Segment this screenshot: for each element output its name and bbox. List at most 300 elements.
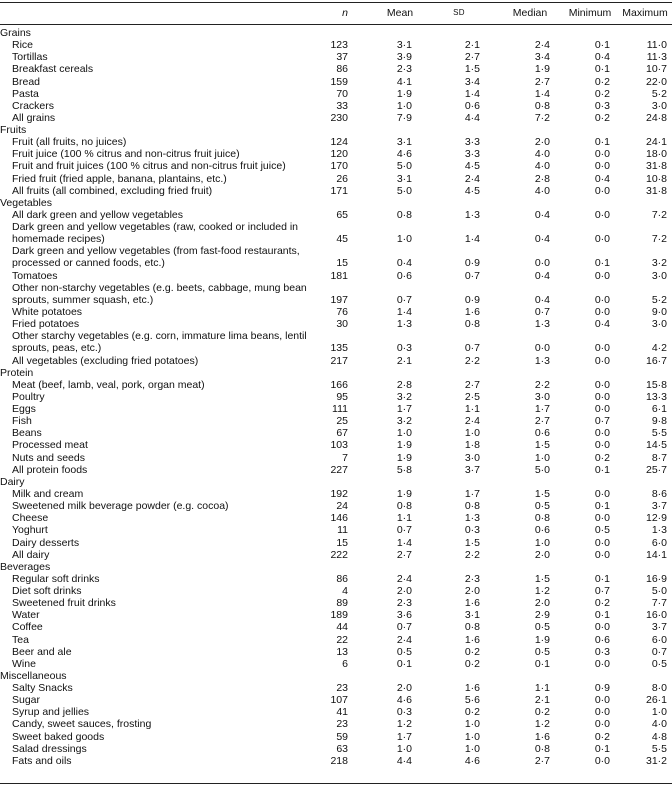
cell-median: 1·5 <box>534 572 550 585</box>
cell-median: 3·0 <box>534 390 550 403</box>
table-row <box>0 88 672 100</box>
row-label: Water <box>12 609 40 622</box>
cell-min: 0·1 <box>594 136 610 149</box>
header-mean: Mean <box>386 7 414 19</box>
cell-mean: 1·9 <box>396 439 412 452</box>
table-row <box>0 209 672 221</box>
category-row <box>0 561 672 573</box>
row-label: Rice <box>12 39 34 52</box>
cell-mean: 1·4 <box>396 306 412 318</box>
table-row <box>0 51 672 63</box>
cell-sd: 1·3 <box>464 208 480 221</box>
cell-mean: 3·6 <box>396 609 412 622</box>
cell-max: 7·2 <box>651 208 667 221</box>
cell-median: 0·0 <box>534 257 550 270</box>
row-label: Beer and ale <box>12 645 72 658</box>
cell-max: 31·8 <box>645 160 667 173</box>
category-label: Miscellaneous <box>0 669 67 682</box>
cell-sd: 2·4 <box>464 172 480 185</box>
cell-sd: 3·3 <box>464 148 480 161</box>
row-label: Tortillas <box>12 51 48 64</box>
cell-median: 5·0 <box>534 463 550 476</box>
header-minimum: Minimum <box>568 7 612 19</box>
cell-min: 0·0 <box>594 754 610 767</box>
cell-mean: 4·1 <box>396 75 412 88</box>
category-row <box>0 476 672 488</box>
cell-min: 0·5 <box>594 524 610 537</box>
cell-mean: 1·0 <box>396 427 412 440</box>
cell-median: 0·8 <box>534 99 550 112</box>
row-label: Fish <box>12 415 32 428</box>
row-label: Candy, sweet sauces, frosting <box>12 718 152 731</box>
cell-min: 0·9 <box>594 682 610 694</box>
cell-max: 7·2 <box>651 233 667 246</box>
cell-sd: 1·3 <box>464 512 480 525</box>
cell-max: 16·0 <box>645 609 667 622</box>
cell-n: 44 <box>336 621 348 634</box>
cell-min: 0·0 <box>594 378 610 391</box>
cell-mean: 0·8 <box>396 208 412 221</box>
table-row <box>0 379 672 391</box>
cell-n: 65 <box>336 208 348 221</box>
cell-sd: 5·6 <box>464 694 480 707</box>
cell-sd: 0·2 <box>464 657 480 670</box>
cell-min: 0·2 <box>594 730 610 743</box>
cell-median: 1·6 <box>534 730 550 743</box>
cell-median: 0·5 <box>534 621 550 634</box>
cell-sd: 3·0 <box>464 451 480 464</box>
row-label: Eggs <box>12 403 36 415</box>
cell-max: 16·9 <box>645 572 667 585</box>
cell-min: 0·0 <box>594 208 610 221</box>
cell-median: 2·4 <box>534 39 550 52</box>
cell-n: 230 <box>330 111 348 124</box>
cell-max: 6·1 <box>651 403 667 415</box>
row-label: Tomatoes <box>12 269 58 282</box>
row-label: Dark green and yellow vegetables (from fast-food restaurants, processed or canned foods, etc.) <box>12 245 300 270</box>
cell-mean: 0·4 <box>396 257 412 270</box>
cell-max: 3·2 <box>651 257 667 270</box>
cell-max: 9·8 <box>651 415 667 428</box>
category-row <box>0 124 672 136</box>
cell-sd: 1·0 <box>464 730 480 743</box>
table-row <box>0 597 672 609</box>
cell-n: 197 <box>330 293 348 306</box>
cell-median: 1·5 <box>534 439 550 452</box>
row-label: All fruits (all combined, excluding fried fruit) <box>12 184 213 197</box>
cell-min: 0·0 <box>594 269 610 282</box>
cell-max: 0·5 <box>651 657 667 670</box>
category-label: Grains <box>0 27 31 39</box>
cell-max: 7·7 <box>651 597 667 610</box>
cell-max: 8·0 <box>651 682 667 694</box>
cell-mean: 1·3 <box>396 318 412 331</box>
cell-max: 3·0 <box>651 318 667 331</box>
cell-max: 3·7 <box>651 500 667 513</box>
cell-mean: 5·0 <box>396 160 412 173</box>
cell-sd: 0·2 <box>464 645 480 658</box>
row-label: Fruit juice (100 % citrus and non-citrus fruit juice) <box>12 148 240 161</box>
cell-sd: 3·7 <box>464 463 480 476</box>
row-label: Coffee <box>12 621 43 634</box>
cell-mean: 1·7 <box>396 730 412 743</box>
cell-max: 26·1 <box>645 694 667 707</box>
cell-min: 0·2 <box>594 111 610 124</box>
cell-sd: 1·6 <box>464 682 480 694</box>
cell-max: 1·3 <box>651 524 667 537</box>
cell-n: 123 <box>330 39 348 52</box>
row-label: Sweetened milk beverage powder (e.g. cocoa) <box>12 500 229 513</box>
cell-n: 26 <box>336 172 348 185</box>
row-label: Syrup and jellies <box>12 706 90 719</box>
table-row <box>0 270 672 282</box>
cell-sd: 1·4 <box>464 87 480 100</box>
cell-sd: 1·5 <box>464 63 480 76</box>
row-label: Pasta <box>12 87 39 100</box>
cell-sd: 4·5 <box>464 184 480 197</box>
cell-max: 15·8 <box>645 378 667 391</box>
cell-min: 0·6 <box>594 633 610 646</box>
cell-max: 14·5 <box>645 439 667 452</box>
cell-median: 0·8 <box>534 512 550 525</box>
table-row <box>0 452 672 464</box>
cell-n: 135 <box>330 342 348 355</box>
table-row <box>0 658 672 670</box>
cell-min: 0·0 <box>594 621 610 634</box>
row-label: All grains <box>12 111 56 124</box>
table-row <box>0 221 672 245</box>
cell-min: 0·3 <box>594 99 610 112</box>
cell-min: 0·0 <box>594 548 610 561</box>
row-label: Other non-starchy vegetables (e.g. beets, cabbage, mung bean sprouts, summer squash, etc.) <box>12 281 307 306</box>
top-rule <box>0 2 672 3</box>
row-label: Cheese <box>12 512 49 525</box>
cell-mean: 3·9 <box>396 51 412 64</box>
cell-mean: 0·7 <box>396 524 412 537</box>
cell-n: 217 <box>330 354 348 367</box>
cell-max: 3·0 <box>651 99 667 112</box>
cell-n: 67 <box>336 427 348 440</box>
cell-sd: 4·5 <box>464 160 480 173</box>
cell-min: 0·0 <box>594 390 610 403</box>
cell-mean: 3·1 <box>396 39 412 52</box>
cell-n: 189 <box>330 609 348 622</box>
cell-median: 7·2 <box>534 111 550 124</box>
row-label: Meat (beef, lamb, veal, pork, organ meat) <box>12 378 205 391</box>
cell-mean: 2·4 <box>396 572 412 585</box>
cell-max: 12·9 <box>645 512 667 525</box>
cell-n: 124 <box>330 136 348 149</box>
row-label: Fruit and fruit juices (100 % citrus and non-citrus fruit juice) <box>12 160 286 173</box>
cell-min: 0·0 <box>594 184 610 197</box>
cell-max: 8·7 <box>651 451 667 464</box>
table-row <box>0 403 672 415</box>
table-row <box>0 306 672 318</box>
row-label: Fats and oils <box>12 754 72 767</box>
cell-min: 0·1 <box>594 39 610 52</box>
cell-median: 1·0 <box>534 451 550 464</box>
cell-min: 0·1 <box>594 463 610 476</box>
cell-sd: 0·8 <box>464 500 480 513</box>
cell-min: 0·3 <box>594 645 610 658</box>
cell-sd: 0·8 <box>464 318 480 331</box>
cell-median: 0·1 <box>534 657 550 670</box>
row-label: Poultry <box>12 390 45 403</box>
cell-median: 2·9 <box>534 609 550 622</box>
cell-sd: 2·7 <box>464 378 480 391</box>
table-row <box>0 621 672 633</box>
bottom-rule <box>0 783 672 784</box>
cell-sd: 1·6 <box>464 633 480 646</box>
cell-sd: 4·6 <box>464 754 480 767</box>
category-row <box>0 670 672 682</box>
category-row <box>0 27 672 39</box>
cell-min: 0·0 <box>594 148 610 161</box>
cell-n: 7 <box>342 451 348 464</box>
cell-mean: 3·1 <box>396 136 412 149</box>
cell-median: 1·9 <box>534 63 550 76</box>
cell-median: 0·5 <box>534 645 550 658</box>
cell-min: 0·1 <box>594 609 610 622</box>
cell-n: 30 <box>336 318 348 331</box>
cell-median: 3·4 <box>534 51 550 64</box>
table-row <box>0 318 672 330</box>
row-label: Salty Snacks <box>12 682 73 694</box>
cell-sd: 1·8 <box>464 439 480 452</box>
row-label: Yoghurt <box>12 524 48 537</box>
cell-mean: 1·9 <box>396 451 412 464</box>
cell-n: 6 <box>342 657 348 670</box>
table-row <box>0 427 672 439</box>
cell-n: 222 <box>330 548 348 561</box>
cell-mean: 7·9 <box>396 111 412 124</box>
cell-sd: 0·6 <box>464 99 480 112</box>
cell-max: 31·2 <box>645 754 667 767</box>
cell-median: 2·0 <box>534 136 550 149</box>
table-row <box>0 245 672 269</box>
cell-sd: 1·4 <box>464 233 480 246</box>
table-row <box>0 488 672 500</box>
cell-max: 4·8 <box>651 730 667 743</box>
cell-max: 16·7 <box>645 354 667 367</box>
cell-sd: 2·3 <box>464 572 480 585</box>
cell-sd: 0·9 <box>464 257 480 270</box>
table-row <box>0 537 672 549</box>
cell-max: 24·1 <box>645 136 667 149</box>
cell-max: 25·7 <box>645 463 667 476</box>
cell-median: 1·2 <box>534 718 550 731</box>
cell-mean: 0·1 <box>396 657 412 670</box>
row-label: Sugar <box>12 694 41 707</box>
table-row <box>0 282 672 306</box>
cell-median: 1·7 <box>534 403 550 415</box>
cell-median: 2·1 <box>534 694 550 707</box>
cell-sd: 0·9 <box>464 293 480 306</box>
cell-n: 33 <box>336 99 348 112</box>
table-row <box>0 682 672 694</box>
cell-mean: 1·9 <box>396 87 412 100</box>
cell-median: 2·7 <box>534 75 550 88</box>
cell-mean: 5·0 <box>396 184 412 197</box>
table-row <box>0 173 672 185</box>
cell-max: 5·2 <box>651 87 667 100</box>
category-row <box>0 367 672 379</box>
table-row <box>0 100 672 112</box>
cell-min: 0·0 <box>594 512 610 525</box>
category-label: Dairy <box>0 475 25 488</box>
cell-min: 0·4 <box>594 318 610 331</box>
cell-median: 0·4 <box>534 293 550 306</box>
cell-n: 15 <box>336 257 348 270</box>
row-label: Processed meat <box>12 439 88 452</box>
cell-sd: 1·1 <box>464 403 480 415</box>
cell-median: 2·8 <box>534 172 550 185</box>
cell-mean: 4·6 <box>396 148 412 161</box>
cell-max: 5·5 <box>651 742 667 755</box>
table-row <box>0 148 672 160</box>
table-row <box>0 76 672 88</box>
cell-mean: 0·3 <box>396 706 412 719</box>
cell-max: 10·7 <box>645 63 667 76</box>
cell-median: 2·2 <box>534 378 550 391</box>
cell-n: 25 <box>336 415 348 428</box>
table-row <box>0 694 672 706</box>
table-row <box>0 39 672 51</box>
cell-n: 146 <box>330 512 348 525</box>
row-label: All protein foods <box>12 463 88 476</box>
cell-min: 0·4 <box>594 172 610 185</box>
table-row <box>0 136 672 148</box>
row-label: Fried fruit (fried apple, banana, plantains, etc.) <box>12 172 227 185</box>
header-rule <box>0 24 672 25</box>
cell-median: 1·3 <box>534 354 550 367</box>
cell-n: 41 <box>336 706 348 719</box>
cell-min: 0·0 <box>594 233 610 246</box>
cell-min: 0·0 <box>594 306 610 318</box>
category-row <box>0 197 672 209</box>
cell-median: 0·8 <box>534 742 550 755</box>
cell-n: 13 <box>336 645 348 658</box>
table-row <box>0 755 672 767</box>
cell-mean: 0·7 <box>396 621 412 634</box>
cell-n: 23 <box>336 682 348 694</box>
cell-max: 3·0 <box>651 269 667 282</box>
cell-mean: 3·1 <box>396 172 412 185</box>
cell-mean: 4·6 <box>396 694 412 707</box>
cell-sd: 0·7 <box>464 269 480 282</box>
cell-sd: 2·2 <box>464 354 480 367</box>
table-row <box>0 609 672 621</box>
cell-mean: 1·9 <box>396 487 412 500</box>
table-row <box>0 512 672 524</box>
row-label: All dairy <box>12 548 50 561</box>
header-sd: SD <box>453 8 465 17</box>
row-label: Nuts and seeds <box>12 451 85 464</box>
cell-n: 227 <box>330 463 348 476</box>
cell-median: 2·7 <box>534 754 550 767</box>
header-maximum: Maximum <box>622 7 668 19</box>
cell-sd: 2·5 <box>464 390 480 403</box>
table-row <box>0 706 672 718</box>
cell-median: 4·0 <box>534 148 550 161</box>
cell-sd: 4·4 <box>464 111 480 124</box>
row-label: Beans <box>12 427 42 440</box>
cell-min: 0·0 <box>594 536 610 549</box>
cell-sd: 0·2 <box>464 706 480 719</box>
cell-min: 0·4 <box>594 51 610 64</box>
row-label: White potatoes <box>12 306 83 318</box>
cell-max: 31·8 <box>645 184 667 197</box>
row-label: Dairy desserts <box>12 536 80 549</box>
cell-min: 0·0 <box>594 354 610 367</box>
cell-mean: 2·1 <box>396 354 412 367</box>
cell-min: 0·0 <box>594 706 610 719</box>
cell-sd: 1·7 <box>464 487 480 500</box>
cell-n: 171 <box>330 184 348 197</box>
table-row <box>0 585 672 597</box>
cell-mean: 3·2 <box>396 390 412 403</box>
cell-sd: 0·3 <box>464 524 480 537</box>
cell-sd: 1·5 <box>464 536 480 549</box>
cell-max: 5·0 <box>651 585 667 597</box>
table-row <box>0 415 672 427</box>
row-label: Fried potatoes <box>12 318 80 331</box>
table-row <box>0 646 672 658</box>
cell-max: 11·3 <box>646 51 667 64</box>
cell-mean: 3·2 <box>396 415 412 428</box>
cell-n: 76 <box>336 306 348 318</box>
cell-sd: 2·1 <box>464 39 480 52</box>
cell-sd: 1·6 <box>464 597 480 610</box>
cell-sd: 2·0 <box>464 585 480 597</box>
cell-min: 0·0 <box>594 487 610 500</box>
cell-median: 2·0 <box>534 597 550 610</box>
cell-mean: 2·3 <box>396 63 412 76</box>
table-row <box>0 330 672 354</box>
cell-max: 8·6 <box>651 487 667 500</box>
table-row <box>0 63 672 75</box>
cell-sd: 3·4 <box>464 75 480 88</box>
cell-min: 0·0 <box>594 342 610 355</box>
cell-mean: 0·8 <box>396 500 412 513</box>
cell-max: 24·8 <box>645 111 667 124</box>
table-row <box>0 718 672 730</box>
cell-min: 0·2 <box>594 87 610 100</box>
cell-min: 0·1 <box>594 572 610 585</box>
table-row <box>0 439 672 451</box>
table-row <box>0 185 672 197</box>
cell-mean: 2·0 <box>396 682 412 694</box>
cell-median: 1·0 <box>534 536 550 549</box>
cell-max: 1·0 <box>651 706 667 719</box>
cell-min: 0·0 <box>594 427 610 440</box>
cell-min: 0·0 <box>594 439 610 452</box>
cell-mean: 2·3 <box>396 597 412 610</box>
cell-n: 95 <box>336 390 348 403</box>
row-label: Fruit (all fruits, no juices) <box>12 136 127 149</box>
cell-mean: 0·7 <box>396 293 412 306</box>
cell-median: 0·5 <box>534 500 550 513</box>
cell-median: 1·1 <box>534 682 550 694</box>
cell-max: 3·7 <box>651 621 667 634</box>
cell-median: 0·6 <box>534 427 550 440</box>
table-row <box>0 112 672 124</box>
cell-n: 37 <box>336 51 348 64</box>
cell-max: 18·0 <box>645 148 667 161</box>
cell-mean: 0·5 <box>396 645 412 658</box>
row-label: Tea <box>12 633 29 646</box>
table-row <box>0 634 672 646</box>
